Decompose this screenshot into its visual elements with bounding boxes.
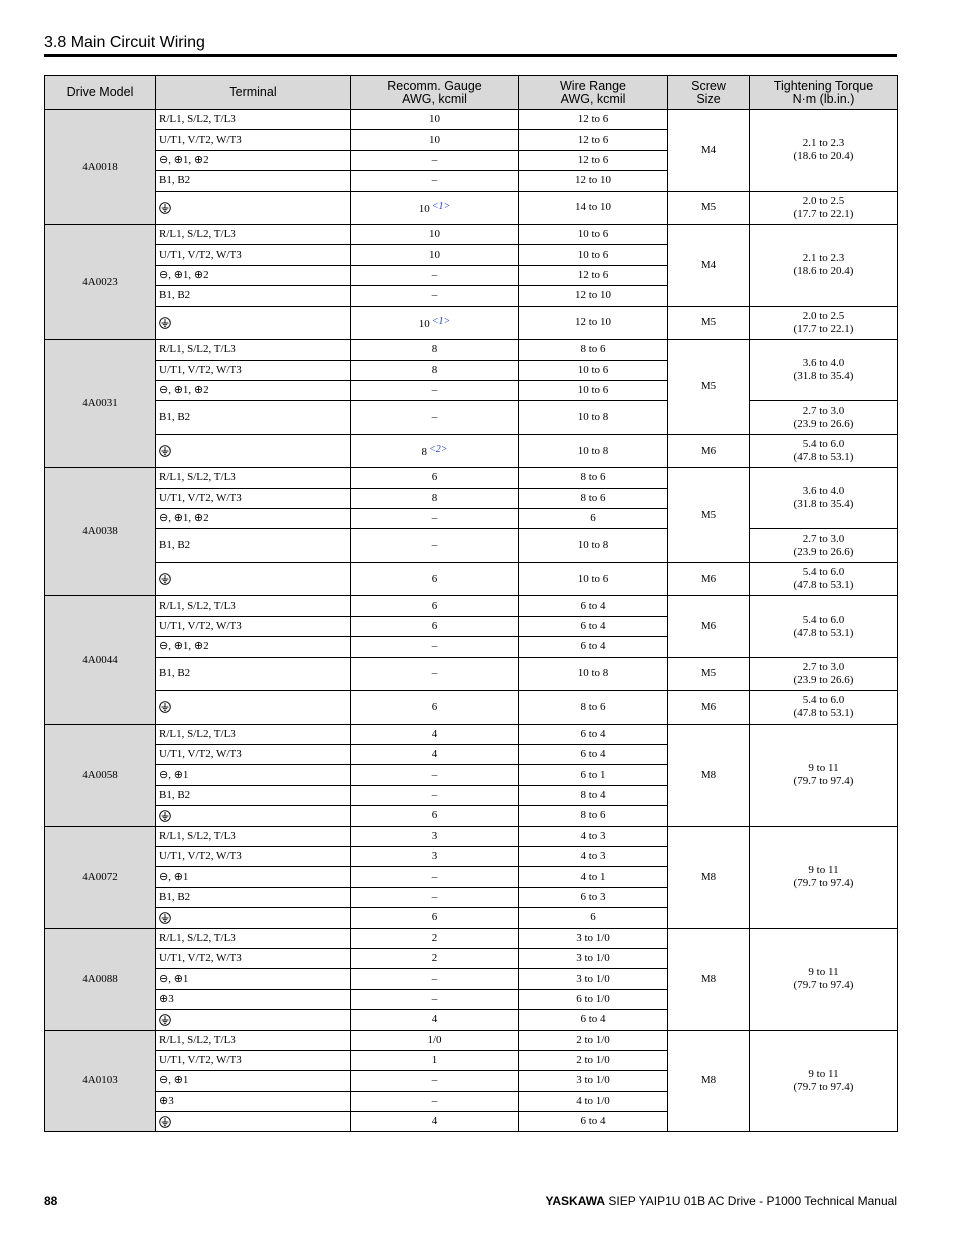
wire-range-cell: 10 to 6 — [519, 562, 668, 596]
section-title: 3.8 Main Circuit Wiring — [44, 34, 205, 51]
recomm-gauge-cell — [351, 691, 519, 725]
recomm-gauge-cell — [351, 1091, 519, 1111]
terminal-cell — [156, 434, 351, 468]
gauge-value: – — [431, 768, 438, 781]
table-row — [45, 691, 898, 725]
gauge-value: – — [431, 1074, 438, 1087]
recomm-gauge-cell — [351, 616, 519, 636]
table-body — [45, 110, 898, 1132]
terminal-cell: R/L1, S/L2, T/L3 — [156, 826, 351, 846]
torque-lbin: (79.7 to 97.4) — [793, 979, 854, 992]
torque-cell — [750, 691, 898, 725]
torque-lbin: (79.7 to 97.4) — [793, 775, 854, 788]
screw-size-cell: M8 — [668, 1030, 750, 1132]
terminal-cell: B1, B2 — [156, 171, 351, 191]
recomm-gauge-cell — [351, 191, 519, 225]
torque-cell — [750, 596, 898, 657]
terminal-cell — [156, 1010, 351, 1030]
terminal-cell: ⊖, ⊕1, ⊕2 — [156, 265, 351, 285]
wire-range-cell: 12 to 6 — [519, 110, 668, 130]
gauge-value: 6 — [431, 572, 438, 585]
screw-size-cell: M5 — [668, 468, 750, 563]
terminal-cell: R/L1, S/L2, T/L3 — [156, 724, 351, 744]
recomm-gauge-cell — [351, 989, 519, 1009]
footer-doc-text: SIEP YAIP1U 01B AC Drive - P1000 Technical Manual — [608, 1194, 897, 1208]
terminal-cell — [156, 908, 351, 928]
torque-lbin: (23.9 to 26.6) — [793, 673, 854, 686]
terminal-cell: ⊕3 — [156, 989, 351, 1009]
drive-model-cell: 4A0044 — [45, 596, 156, 724]
wire-range-cell: 4 to 3 — [519, 846, 668, 866]
terminal-cell: U/T1, V/T2, W/T3 — [156, 846, 351, 866]
recomm-gauge-cell — [351, 110, 519, 130]
screw-size-cell: M8 — [668, 724, 750, 826]
wire-range-cell: 4 to 1 — [519, 867, 668, 887]
gauge-value: 2 — [431, 952, 438, 965]
wire-range-cell: 6 to 4 — [519, 616, 668, 636]
wire-range-cell: 12 to 6 — [519, 150, 668, 170]
gauge-value: 3 — [431, 850, 438, 863]
header-drive-model: Drive Model — [45, 76, 156, 110]
screw-size-cell: M5 — [668, 657, 750, 691]
recomm-gauge-cell — [351, 846, 519, 866]
table-row — [45, 724, 898, 744]
gauge-value: – — [431, 539, 438, 552]
torque-cell — [750, 724, 898, 826]
terminal-cell: B1, B2 — [156, 286, 351, 306]
screw-size-cell: M8 — [668, 826, 750, 928]
wire-range-cell: 12 to 10 — [519, 286, 668, 306]
header-screw-size: Screw Size — [668, 76, 750, 110]
terminal-cell: ⊖, ⊕1 — [156, 969, 351, 989]
terminal-cell — [156, 1112, 351, 1132]
drive-model-cell: 4A0103 — [45, 1030, 156, 1132]
gauge-value: – — [431, 1094, 438, 1107]
torque-nm: 9 to 11 — [808, 864, 839, 877]
torque-cell — [750, 110, 898, 192]
recomm-gauge-cell — [351, 286, 519, 306]
terminal-cell: B1, B2 — [156, 785, 351, 805]
wire-range-cell: 3 to 1/0 — [519, 928, 668, 948]
recomm-gauge-cell — [351, 562, 519, 596]
torque-lbin: (79.7 to 97.4) — [793, 1080, 854, 1093]
recomm-gauge-cell — [351, 948, 519, 968]
terminal-cell: B1, B2 — [156, 401, 351, 435]
gauge-value: 8 — [431, 343, 438, 356]
gauge-value: 6 — [431, 700, 438, 713]
ground-terminal-icon — [159, 202, 171, 214]
terminal-cell: ⊖, ⊕1, ⊕2 — [156, 509, 351, 529]
recomm-gauge-cell — [351, 509, 519, 529]
table-row — [45, 434, 898, 468]
terminal-cell: ⊖, ⊕1 — [156, 867, 351, 887]
terminal-cell — [156, 691, 351, 725]
gauge-value: – — [431, 269, 438, 282]
torque-nm: 5.4 to 6.0 — [802, 694, 845, 707]
recomm-gauge-cell — [351, 1071, 519, 1091]
table-row — [45, 1030, 898, 1050]
gauge-value: – — [431, 890, 438, 903]
screw-size-cell: M5 — [668, 191, 750, 225]
wire-range-cell: 12 to 10 — [519, 171, 668, 191]
torque-lbin: (47.8 to 53.1) — [793, 626, 854, 639]
terminal-cell — [156, 306, 351, 340]
torque-cell — [750, 657, 898, 691]
terminal-cell — [156, 191, 351, 225]
wire-range-cell: 4 to 1/0 — [519, 1091, 668, 1111]
wire-range-cell: 8 to 4 — [519, 785, 668, 805]
torque-nm: 2.7 to 3.0 — [802, 404, 845, 417]
ground-terminal-icon — [159, 810, 171, 822]
table-row — [45, 110, 898, 130]
ground-terminal-icon — [159, 573, 171, 585]
terminal-cell: ⊖, ⊕1, ⊕2 — [156, 150, 351, 170]
terminal-cell: R/L1, S/L2, T/L3 — [156, 928, 351, 948]
table-row — [45, 401, 898, 435]
wiring-table — [44, 75, 898, 1132]
terminal-cell: U/T1, V/T2, W/T3 — [156, 948, 351, 968]
gauge-value: 3 — [431, 829, 438, 842]
terminal-cell: U/T1, V/T2, W/T3 — [156, 1050, 351, 1070]
torque-lbin: (18.6 to 20.4) — [793, 265, 854, 278]
gauge-value: – — [431, 992, 438, 1005]
torque-lbin: (47.8 to 53.1) — [793, 707, 854, 720]
drive-model-cell: 4A0031 — [45, 340, 156, 468]
recomm-gauge-cell — [351, 401, 519, 435]
ground-terminal-icon — [159, 317, 171, 329]
terminal-cell: ⊕3 — [156, 1091, 351, 1111]
terminal-cell: U/T1, V/T2, W/T3 — [156, 616, 351, 636]
gauge-value: 4 — [431, 748, 438, 761]
recomm-gauge-cell — [351, 826, 519, 846]
wire-range-cell: 8 to 6 — [519, 691, 668, 725]
torque-cell — [750, 562, 898, 596]
wire-range-cell: 6 to 3 — [519, 887, 668, 907]
gauge-value: 6 — [431, 471, 438, 484]
screw-size-cell: M6 — [668, 562, 750, 596]
terminal-cell: B1, B2 — [156, 887, 351, 907]
wire-range-cell: 4 to 3 — [519, 826, 668, 846]
wire-range-cell: 12 to 6 — [519, 265, 668, 285]
recomm-gauge-cell — [351, 745, 519, 765]
recomm-gauge-cell — [351, 1010, 519, 1030]
recomm-gauge-cell — [351, 785, 519, 805]
recomm-gauge-cell — [351, 306, 519, 340]
drive-model-cell: 4A0023 — [45, 225, 156, 340]
table-row — [45, 191, 898, 225]
wire-range-cell: 6 to 4 — [519, 596, 668, 616]
wire-range-cell: 3 to 1/0 — [519, 948, 668, 968]
title-rule — [44, 54, 897, 57]
recomm-gauge-cell — [351, 724, 519, 744]
screw-size-cell: M5 — [668, 340, 750, 435]
terminal-cell: ⊖, ⊕1, ⊕2 — [156, 380, 351, 400]
recomm-gauge-cell — [351, 908, 519, 928]
terminal-cell: U/T1, V/T2, W/T3 — [156, 745, 351, 765]
ground-terminal-icon — [159, 701, 171, 713]
gauge-value: – — [431, 153, 438, 166]
wire-range-cell: 6 to 4 — [519, 724, 668, 744]
header-terminal: Terminal — [156, 76, 351, 110]
recomm-gauge-cell — [351, 969, 519, 989]
gauge-value: 2 — [431, 931, 438, 944]
wire-range-cell: 6 to 4 — [519, 745, 668, 765]
torque-cell — [750, 826, 898, 928]
gauge-value: 1 — [431, 1054, 438, 1067]
torque-cell — [750, 434, 898, 468]
gauge-value: – — [431, 512, 438, 525]
torque-cell — [750, 529, 898, 563]
torque-nm: 2.0 to 2.5 — [802, 194, 845, 207]
terminal-cell: U/T1, V/T2, W/T3 — [156, 245, 351, 265]
wire-range-cell: 3 to 1/0 — [519, 1071, 668, 1091]
recomm-gauge-cell — [351, 265, 519, 285]
wire-range-cell: 10 to 6 — [519, 380, 668, 400]
screw-size-cell: M4 — [668, 225, 750, 307]
wire-range-cell: 2 to 1/0 — [519, 1050, 668, 1070]
terminal-cell — [156, 806, 351, 826]
table-row — [45, 596, 898, 616]
gauge-value: – — [431, 789, 438, 801]
torque-nm: 3.6 to 4.0 — [802, 357, 845, 370]
table-row — [45, 340, 898, 360]
gauge-value: 4 — [431, 1013, 438, 1026]
header-recomm-gauge: Recomm. Gauge AWG, kcmil — [351, 76, 519, 110]
torque-nm: 2.1 to 2.3 — [802, 137, 845, 150]
screw-size-cell: M4 — [668, 110, 750, 192]
wire-range-cell: 8 to 6 — [519, 340, 668, 360]
terminal-cell: R/L1, S/L2, T/L3 — [156, 225, 351, 245]
recomm-gauge-cell — [351, 360, 519, 380]
footnote-link[interactable]: <2> — [429, 444, 448, 456]
torque-nm: 2.7 to 3.0 — [802, 660, 845, 673]
ground-terminal-icon — [159, 1014, 171, 1026]
wire-range-cell: 10 to 8 — [519, 401, 668, 435]
gauge-value: 10 — [429, 248, 440, 261]
torque-lbin: (31.8 to 35.4) — [793, 498, 854, 511]
terminal-cell: U/T1, V/T2, W/T3 — [156, 488, 351, 508]
screw-size-cell: M8 — [668, 928, 750, 1030]
wire-range-cell: 10 to 8 — [519, 657, 668, 691]
ground-terminal-icon — [159, 1116, 171, 1128]
screw-size-cell: M5 — [668, 306, 750, 340]
gauge-value: 6 — [431, 599, 438, 612]
torque-lbin: (47.8 to 53.1) — [793, 451, 854, 464]
gauge-value: 6 — [431, 620, 438, 633]
recomm-gauge-cell — [351, 245, 519, 265]
recomm-gauge-cell — [351, 637, 519, 657]
gauge-value: – — [431, 667, 438, 680]
terminal-cell: U/T1, V/T2, W/T3 — [156, 360, 351, 380]
torque-nm: 2.1 to 2.3 — [802, 252, 845, 265]
wire-range-cell: 3 to 1/0 — [519, 969, 668, 989]
gauge-value: – — [431, 384, 438, 397]
gauge-value: – — [431, 411, 438, 424]
wire-range-cell: 10 to 8 — [519, 434, 668, 468]
gauge-value: 10 — [418, 202, 430, 215]
recomm-gauge-cell — [351, 657, 519, 691]
screw-size-cell: M6 — [668, 691, 750, 725]
torque-lbin: (23.9 to 26.6) — [793, 417, 854, 430]
footer-doc-title — [545, 1194, 897, 1208]
torque-cell — [750, 401, 898, 435]
wire-range-cell: 12 to 10 — [519, 306, 668, 340]
terminal-cell: R/L1, S/L2, T/L3 — [156, 110, 351, 130]
torque-lbin: (17.7 to 22.1) — [793, 207, 854, 220]
drive-model-cell: 4A0088 — [45, 928, 156, 1030]
torque-cell — [750, 225, 898, 307]
terminal-cell: ⊖, ⊕1, ⊕2 — [156, 637, 351, 657]
table-row — [45, 468, 898, 488]
gauge-value: 6 — [431, 911, 438, 924]
gauge-value: 6 — [431, 809, 438, 822]
table-row — [45, 225, 898, 245]
gauge-value: – — [431, 174, 438, 187]
footer-brand: YASKAWA — [545, 1194, 606, 1208]
gauge-value: – — [431, 640, 438, 653]
ground-terminal-icon — [159, 912, 171, 924]
terminal-cell: R/L1, S/L2, T/L3 — [156, 468, 351, 488]
gauge-value: 10 — [429, 228, 440, 241]
gauge-value: – — [431, 870, 438, 883]
torque-cell — [750, 191, 898, 225]
gauge-value: 4 — [431, 1115, 438, 1128]
wire-range-cell: 8 to 6 — [519, 488, 668, 508]
footnote-link[interactable]: <1> — [431, 200, 451, 212]
wire-range-cell: 10 to 6 — [519, 360, 668, 380]
recomm-gauge-cell — [351, 1112, 519, 1132]
torque-nm: 3.6 to 4.0 — [802, 485, 845, 498]
wire-range-cell: 6 — [519, 509, 668, 529]
recomm-gauge-cell — [351, 1030, 519, 1050]
gauge-value: 10 — [429, 113, 440, 126]
wire-range-cell: 10 to 8 — [519, 529, 668, 563]
wire-range-cell: 10 to 6 — [519, 245, 668, 265]
recomm-gauge-cell — [351, 434, 519, 468]
torque-lbin: (18.6 to 20.4) — [793, 150, 854, 163]
recomm-gauge-cell — [351, 596, 519, 616]
recomm-gauge-cell — [351, 765, 519, 785]
recomm-gauge-cell — [351, 171, 519, 191]
recomm-gauge-cell — [351, 380, 519, 400]
drive-model-cell: 4A0018 — [45, 110, 156, 225]
recomm-gauge-cell — [351, 529, 519, 563]
terminal-cell: ⊖, ⊕1 — [156, 1071, 351, 1091]
terminal-cell: R/L1, S/L2, T/L3 — [156, 340, 351, 360]
torque-nm: 9 to 11 — [808, 1067, 839, 1080]
torque-cell — [750, 928, 898, 1030]
wire-range-cell: 6 to 4 — [519, 637, 668, 657]
gauge-value: 10 — [429, 133, 440, 146]
torque-lbin: (31.8 to 35.4) — [793, 370, 854, 383]
wire-range-cell: 6 to 4 — [519, 1010, 668, 1030]
wire-range-cell: 12 to 6 — [519, 130, 668, 150]
recomm-gauge-cell — [351, 488, 519, 508]
recomm-gauge-cell — [351, 867, 519, 887]
wire-range-cell: 8 to 6 — [519, 468, 668, 488]
wire-range-cell: 14 to 10 — [519, 191, 668, 225]
table-header-row — [45, 76, 898, 110]
table-row — [45, 657, 898, 691]
torque-nm: 5.4 to 6.0 — [802, 613, 845, 626]
gauge-value: – — [431, 289, 438, 302]
table-row — [45, 826, 898, 846]
wire-range-cell: 8 to 6 — [519, 806, 668, 826]
drive-model-cell: 4A0072 — [45, 826, 156, 928]
header-wire-range: Wire Range AWG, kcmil — [519, 76, 668, 110]
wire-range-cell: 10 to 6 — [519, 225, 668, 245]
gauge-value: 8 — [421, 446, 427, 459]
gauge-value: – — [431, 972, 438, 985]
recomm-gauge-cell — [351, 340, 519, 360]
wire-range-cell: 2 to 1/0 — [519, 1030, 668, 1050]
torque-cell — [750, 468, 898, 529]
recomm-gauge-cell — [351, 225, 519, 245]
torque-nm: 2.0 to 2.5 — [802, 309, 845, 322]
table-row — [45, 562, 898, 596]
header-tightening-torque: Tightening Torque N·m (lb.in.) — [750, 76, 898, 110]
recomm-gauge-cell — [351, 468, 519, 488]
gauge-value: 8 — [431, 491, 438, 504]
torque-nm: 2.7 to 3.0 — [802, 532, 845, 545]
terminal-cell: R/L1, S/L2, T/L3 — [156, 596, 351, 616]
gauge-value: 8 — [431, 363, 438, 376]
footnote-link[interactable]: <1> — [431, 315, 451, 327]
recomm-gauge-cell — [351, 150, 519, 170]
torque-nm: 5.4 to 6.0 — [802, 566, 845, 579]
torque-cell — [750, 340, 898, 401]
wire-range-cell: 6 — [519, 908, 668, 928]
wire-range-cell: 6 to 1 — [519, 765, 668, 785]
torque-lbin: (47.8 to 53.1) — [793, 579, 854, 592]
ground-terminal-icon — [159, 445, 171, 457]
torque-nm: 5.4 to 6.0 — [802, 438, 845, 451]
torque-lbin: (23.9 to 26.6) — [793, 545, 854, 558]
torque-lbin: (79.7 to 97.4) — [793, 877, 854, 890]
table-row — [45, 529, 898, 563]
recomm-gauge-cell — [351, 1050, 519, 1070]
recomm-gauge-cell — [351, 928, 519, 948]
torque-cell — [750, 1030, 898, 1132]
terminal-cell: U/T1, V/T2, W/T3 — [156, 130, 351, 150]
table-row — [45, 306, 898, 340]
gauge-value: 10 — [418, 317, 430, 330]
gauge-value: 1/0 — [427, 1033, 442, 1046]
terminal-cell: R/L1, S/L2, T/L3 — [156, 1030, 351, 1050]
recomm-gauge-cell — [351, 887, 519, 907]
screw-size-cell: M6 — [668, 596, 750, 657]
page-number: 88 — [44, 1194, 58, 1208]
torque-cell — [750, 306, 898, 340]
torque-nm: 9 to 11 — [808, 762, 839, 775]
torque-lbin: (17.7 to 22.1) — [793, 322, 854, 335]
drive-model-cell: 4A0038 — [45, 468, 156, 596]
terminal-cell: ⊖, ⊕1 — [156, 765, 351, 785]
recomm-gauge-cell — [351, 806, 519, 826]
terminal-cell: B1, B2 — [156, 657, 351, 691]
terminal-cell: B1, B2 — [156, 529, 351, 563]
terminal-cell — [156, 562, 351, 596]
gauge-value: 4 — [431, 727, 438, 740]
screw-size-cell: M6 — [668, 434, 750, 468]
torque-nm: 9 to 11 — [808, 966, 839, 979]
drive-model-cell: 4A0058 — [45, 724, 156, 826]
table-row — [45, 928, 898, 948]
wire-range-cell: 6 to 1/0 — [519, 989, 668, 1009]
wire-range-cell: 6 to 4 — [519, 1112, 668, 1132]
recomm-gauge-cell — [351, 130, 519, 150]
